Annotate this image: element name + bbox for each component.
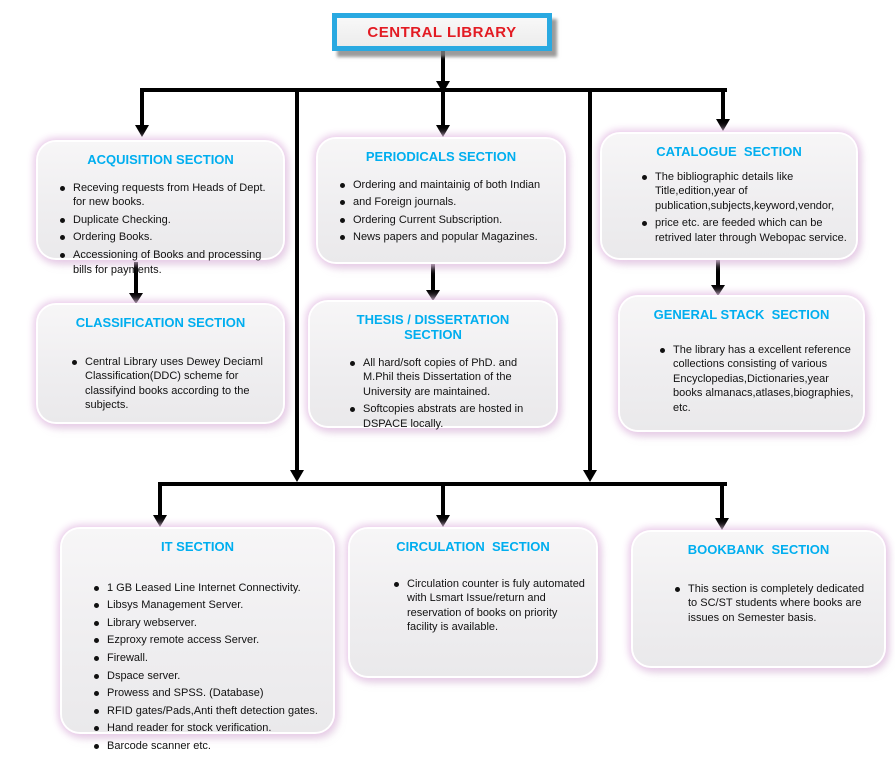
connector-catalogue-to-general-stack	[711, 260, 725, 296]
connector-to-periodicals	[436, 88, 450, 137]
classification-section-box	[38, 305, 283, 422]
bullet-item: The bibliographic details like Title,edition,year of publication,subjects,keyword,vendor,	[642, 170, 848, 214]
general-stack-section-box	[620, 297, 863, 430]
connector-to-circulation	[436, 482, 450, 527]
circulation-section-bullets	[350, 577, 596, 635]
it-section-bullets	[62, 581, 333, 753]
connector-title-to-hline1	[436, 51, 450, 93]
periodicals-section-bullets	[318, 178, 564, 245]
bullet-item: price etc. are feeded which can be retrived later through Webopac service.	[642, 216, 848, 245]
bullet-item: Circulation counter is fuly automated with Lsmart Issue/return and reservation of books on priority facility is available.	[394, 577, 588, 635]
classification-section-heading: CLASSIFICATION SECTION	[75, 315, 246, 330]
bullet-item: Hand reader for stock verification.	[94, 721, 325, 736]
bullet-item: Receving requests from Heads of Dept. for new books.	[60, 181, 275, 210]
bullet-item: News papers and popular Magazines.	[340, 230, 556, 245]
bullet-item: RFID gates/Pads,Anti theft detection gates.	[94, 704, 325, 719]
connector-to-bookbank	[715, 482, 729, 530]
it-section-heading: IT SECTION	[161, 539, 234, 554]
bookbank-section-box	[633, 532, 884, 666]
periodicals-section-box	[318, 139, 564, 262]
bullet-item: Dspace server.	[94, 669, 325, 684]
central-library-title-box	[332, 13, 552, 51]
it-section-box	[62, 529, 333, 752]
connector-long-right	[583, 88, 597, 482]
classification-section-bullets	[38, 355, 283, 413]
bullet-item: 1 GB Leased Line Internet Connectivity.	[94, 581, 325, 596]
bookbank-section-bullets	[633, 582, 884, 626]
thesis-dissertation-section-box	[310, 302, 556, 430]
catalogue-section-heading: CATALOGUE SECTION	[656, 144, 802, 159]
general-stack-section-bullets	[620, 343, 863, 416]
bullet-item: This section is completely dedicated to SC/ST students where books are issues on Semester basis.	[675, 582, 876, 626]
periodicals-section-heading: PERIODICALS SECTION	[365, 149, 517, 164]
connector-to-it	[153, 482, 167, 527]
page-title: CENTRAL LIBRARY	[367, 23, 517, 41]
bullet-item: Libsys Management Server.	[94, 598, 325, 613]
acquisition-section-bullets	[38, 181, 283, 277]
bullet-item: Ordering Current Subscription.	[340, 213, 556, 228]
bullet-item: Duplicate Checking.	[60, 213, 275, 228]
bullet-item: and Foreign journals.	[340, 195, 556, 210]
connector-long-left	[290, 88, 304, 482]
circulation-section-heading: CIRCULATION SECTION	[396, 539, 550, 554]
connector-to-acquisition	[135, 88, 149, 137]
bullet-item: All hard/soft copies of PhD. and M.Phil theis Dissertation of the University are maintained.	[350, 356, 548, 400]
general-stack-section-heading: GENERAL STACK SECTION	[653, 307, 830, 322]
bullet-item: Library webserver.	[94, 616, 325, 631]
catalogue-section-bullets	[602, 170, 856, 246]
bullet-item: Barcode scanner etc.	[94, 739, 325, 754]
bullet-item: Prowess and SPSS. (Database)	[94, 686, 325, 701]
bullet-item: Softcopies abstrats are hosted in DSPACE locally.	[350, 402, 548, 431]
bullet-item: Ezproxy remote access Server.	[94, 633, 325, 648]
thesis-dissertation-section-heading: THESIS / DISSERTATION SECTION	[356, 312, 513, 342]
bullet-item: The library has a excellent reference collections consisting of various Encyclopedias,Dictionaries,year books almanacs,atlases,biographies, etc.	[660, 343, 855, 416]
bullet-item: Accessioning of Books and processing bills for payments.	[60, 248, 275, 277]
acquisition-section-box	[38, 142, 283, 276]
catalogue-section-box	[602, 134, 856, 258]
thesis-dissertation-section-bullets	[310, 356, 556, 432]
bullet-item: Central Library uses Dewey Deciaml Classification(DDC) scheme for classifyind books according to the subjects.	[72, 355, 275, 413]
circulation-section-box	[350, 529, 596, 676]
connector-periodicals-to-thesis	[426, 263, 440, 301]
connector-to-catalogue	[716, 88, 730, 131]
bullet-item: Ordering and maintainig of both Indian	[340, 178, 556, 193]
acquisition-section-heading: ACQUISITION SECTION	[87, 152, 234, 167]
bullet-item: Firewall.	[94, 651, 325, 666]
bookbank-section-heading: BOOKBANK SECTION	[687, 542, 830, 557]
bullet-item: Ordering Books.	[60, 230, 275, 245]
